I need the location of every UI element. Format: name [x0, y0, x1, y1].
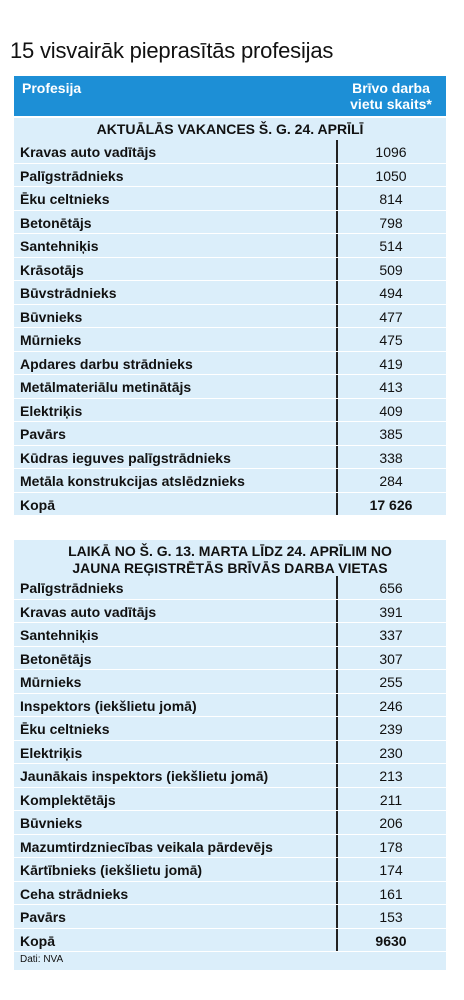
table-row — [14, 858, 446, 882]
profession-name: Būvnieks — [20, 308, 83, 325]
vacancy-count: 174 — [379, 862, 403, 878]
profession-name: Pavārs — [20, 426, 66, 442]
table-row — [14, 422, 446, 446]
profession-name: Komplektētājs — [20, 791, 116, 808]
profession-name: Būvstrādnieks — [20, 285, 117, 301]
profession-name: Elektriķis — [20, 744, 83, 761]
table-row — [14, 764, 446, 788]
table-row — [14, 281, 446, 305]
table-row — [14, 694, 446, 718]
vacancy-count: 475 — [379, 332, 403, 348]
vacancy-count: 211 — [379, 791, 403, 808]
vacancies-header-line1: Brīvo darba — [352, 80, 430, 96]
table-row — [14, 835, 446, 859]
profession-name: Kravas auto vadītājs — [20, 144, 157, 160]
total-label: Kopā — [20, 932, 55, 949]
profession-name: Mazumtirdzniecības veikala pārdevējs — [20, 838, 273, 855]
vacancy-count: 338 — [379, 449, 403, 466]
profession-name: Mūrnieks — [20, 674, 82, 690]
profession-name: Palīgstrādnieks — [20, 167, 124, 184]
table-row — [14, 717, 446, 741]
table-row — [14, 399, 446, 423]
table-row — [14, 211, 446, 235]
vacancy-count: 337 — [379, 627, 403, 643]
profession-name: Ēku celtnieks — [20, 191, 110, 207]
table-row — [14, 670, 446, 694]
section-title-line2: JAUNA REĢISTRĒTĀS BRĪVĀS DARBA VIETAS — [72, 560, 388, 576]
vacancy-count: 1050 — [375, 167, 407, 184]
table-row — [14, 258, 446, 282]
vacancy-count: 230 — [379, 744, 403, 761]
page-title: 15 visvairāk pieprasītās profesijas — [10, 38, 334, 63]
table-row — [14, 469, 446, 493]
vacancies-header-line2: vietu skaits* — [350, 96, 432, 112]
section-title: AKTUĀLĀS VAKANCES Š. G. 24. APRĪLĪ — [96, 121, 364, 137]
table-row — [14, 647, 446, 671]
table-body — [14, 140, 446, 516]
vacancy-count: 246 — [379, 697, 403, 714]
vacancy-count: 307 — [379, 650, 403, 667]
profession-column-header: Profesija — [22, 80, 82, 96]
profession-name: Krāsotājs — [20, 261, 84, 278]
table-header — [14, 76, 446, 116]
total-row — [14, 493, 446, 517]
profession-name: Palīgstrādnieks — [20, 580, 124, 596]
profession-name: Elektriķis — [20, 402, 83, 419]
section-title — [14, 540, 446, 576]
vacancy-count: 391 — [379, 603, 403, 620]
table-row — [14, 375, 446, 399]
vacancy-count: 419 — [379, 355, 403, 372]
table-row — [14, 905, 446, 929]
table-row — [14, 788, 446, 812]
profession-name: Jaunākais inspektors (iekšlietu jomā) — [20, 768, 269, 784]
vacancy-count: 409 — [379, 402, 403, 419]
table-row — [14, 446, 446, 470]
vacancy-count: 213 — [379, 768, 403, 784]
vacancy-count: 494 — [379, 285, 403, 301]
table-body — [14, 576, 446, 952]
table-row — [14, 576, 446, 600]
profession-name: Mūrnieks — [20, 332, 82, 348]
profession-name: Ceha strādnieks — [20, 885, 129, 902]
profession-name: Kravas auto vadītājs — [20, 603, 157, 620]
vacancies-column-header — [336, 80, 446, 112]
total-label: Kopā — [20, 496, 55, 513]
total-value: 17 626 — [369, 496, 413, 513]
vacancy-count: 477 — [379, 308, 403, 325]
vacancy-count: 514 — [379, 238, 403, 254]
profession-name: Pavārs — [20, 909, 66, 925]
table-row — [14, 352, 446, 376]
table-row — [14, 234, 446, 258]
profession-name: Santehniķis — [20, 238, 99, 254]
profession-name: Apdares darbu strādnieks — [20, 355, 193, 372]
new-vacancies-section — [14, 540, 446, 970]
profession-name: Metāla konstrukcijas atslēdznieks — [20, 473, 245, 489]
vacancy-count: 161 — [379, 885, 403, 902]
vacancy-count: 798 — [379, 214, 403, 231]
profession-name: Ēku celtnieks — [20, 721, 110, 737]
table-row — [14, 164, 446, 188]
table-row — [14, 882, 446, 906]
profession-name: Inspektors (iekšlietu jomā) — [20, 697, 197, 714]
vacancy-count: 284 — [379, 473, 403, 489]
total-value: 9630 — [375, 932, 407, 949]
table-row — [14, 811, 446, 835]
vacancy-count: 413 — [379, 379, 403, 395]
profession-name: Kūdras ieguves palīgstrādnieks — [20, 449, 231, 466]
vacancy-count: 509 — [379, 261, 403, 278]
table-row — [14, 140, 446, 164]
vacancy-count: 153 — [379, 909, 403, 925]
vacancy-count: 1096 — [375, 144, 407, 160]
table-row — [14, 328, 446, 352]
vacancy-count: 656 — [379, 580, 403, 596]
current-vacancies-section — [14, 118, 446, 516]
table-row — [14, 623, 446, 647]
table-row — [14, 600, 446, 624]
table-row — [14, 741, 446, 765]
vacancy-count: 206 — [379, 815, 403, 831]
vacancy-count: 385 — [379, 426, 403, 442]
vacancy-count: 814 — [379, 191, 403, 207]
profession-name: Kārtībnieks (iekšlietu jomā) — [20, 862, 203, 878]
vacancy-count: 255 — [379, 674, 403, 690]
table-row — [14, 305, 446, 329]
vacancy-count: 239 — [379, 721, 403, 737]
profession-name: Santehniķis — [20, 627, 99, 643]
vacancy-count: 178 — [379, 838, 403, 855]
profession-name: Betonētājs — [20, 650, 92, 667]
profession-name: Betonētājs — [20, 214, 92, 231]
section-title-line1: LAIKĀ NO Š. G. 13. MARTA LĪDZ 24. APRĪLIM NO — [68, 543, 392, 559]
profession-name: Būvnieks — [20, 815, 83, 831]
source-note: Dati: NVA — [20, 954, 64, 965]
profession-name: Metālmateriālu metinātājs — [20, 379, 192, 395]
total-row — [14, 929, 446, 953]
table-row — [14, 187, 446, 211]
